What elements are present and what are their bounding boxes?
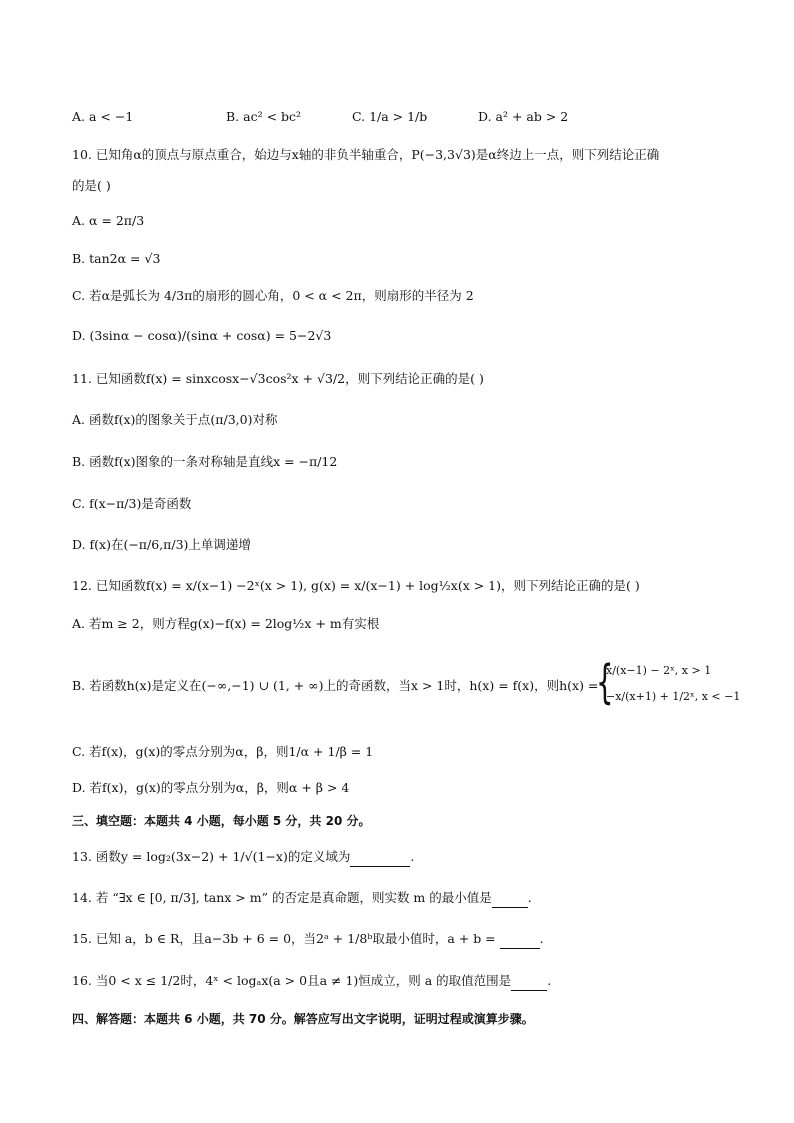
piecewise-case-1: x/(x−1) − 2ˣ, x > 1 [606,664,712,677]
q10-option-c: C. 若α是弧长为 4/3π的扇形的圆心角，0 < α < 2π，则扇形的半径为 2 [72,288,474,303]
q14-answer-blank[interactable] [492,889,528,908]
q15-answer-blank[interactable] [500,930,540,949]
q10-option-a: A. α = 2π/3 [72,213,145,228]
q16-end: . [547,973,552,988]
q15-end: . [539,931,544,946]
q14-end: . [527,890,532,905]
q9-option-b: B. ac² < bc² [226,109,302,124]
q13-answer-blank[interactable] [350,848,410,867]
q11-option-b: B. 函数f(x)图象的一条对称轴是直线x = −π/12 [72,454,338,469]
q11-option-a: A. 函数f(x)的图象关于点(π/3,0)对称 [72,412,278,427]
q10-option-d: D. (3sinα − cosα)/(sinα + cosα) = 5−2√3 [72,328,332,343]
q16-text: 16. 当0 < x ≤ 1/2时，4ˣ < logₐx(a > 0且a ≠ 1)恒成立，则 a 的取值范围是 [72,973,512,988]
q13 [72,848,414,867]
q14-text: 14. 若 “∃x ∈ [0, π/3], tanx > m” 的否定是真命题，则实数 m 的最小值是 [72,890,492,905]
q11-stem: 11. 已知函数f(x) = sinxcosx−√3cos²x + √3/2，则下列结论正确的是( ) [72,371,484,386]
q10-option-b: B. tan2α = √3 [72,251,161,266]
q12-option-a: A. 若m ≥ 2，则方程g(x)−f(x) = 2log½x + m有实根 [72,616,380,631]
q15 [72,930,544,949]
q10-stem-line1: 10. 已知角α的顶点与原点重合，始边与x轴的非负半轴重合，P(−3,3√3)是α终边上一点，则下列结论正确 [72,147,660,162]
q16 [72,972,551,991]
q16-answer-blank[interactable] [511,972,547,991]
q12-stem: 12. 已知函数f(x) = x/(x−1) −2ˣ(x > 1), g(x) = x/(x−1) + log½x(x > 1)，则下列结论正确的是( ) [72,578,640,593]
q11-option-d: D. f(x)在(−π/6,π/3)上单调递增 [72,537,251,552]
q9-option-a: A. a < −1 [72,109,134,124]
piecewise-case-2: −x/(x+1) + 1/2ˣ, x < −1 [606,690,741,703]
q9-option-c: C. 1/a > 1/b [352,109,428,124]
section-solution-heading: 四、解答题：本题共 6 小题，共 70 分。解答应写出文字说明，证明过程或演算步骤。 [72,1012,534,1026]
q15-text: 15. 已知 a，b ∈ R，且a−3b + 6 = 0，当2ᵃ + 1/8ᵇ取最小值时，a + b = [72,931,496,946]
q12-option-b: B. 若函数h(x)是定义在(−∞,−1) ∪ (1, + ∞)上的奇函数，当x > 1时，h(x) = f(x)，则h(x) = [72,678,599,693]
q10-stem-line2: 的是( ) [72,178,111,193]
q12-option-c: C. 若f(x)，g(x)的零点分别为α，β，则1/α + 1/β = 1 [72,744,374,759]
q11-option-c: C. f(x−π/3)是奇函数 [72,496,192,511]
q13-end: . [410,849,415,864]
section-fill-in-heading: 三、填空题：本题共 4 小题，每小题 5 分，共 20 分。 [72,814,371,828]
q12-option-d: D. 若f(x)，g(x)的零点分别为α，β，则α + β > 4 [72,780,350,795]
q9-option-d: D. a² + ab > 2 [478,109,569,124]
q13-text: 13. 函数y = log₂(3x−2) + 1/√(1−x)的定义域为 [72,849,351,864]
piecewise-brace: { [596,655,614,709]
q14 [72,889,532,908]
